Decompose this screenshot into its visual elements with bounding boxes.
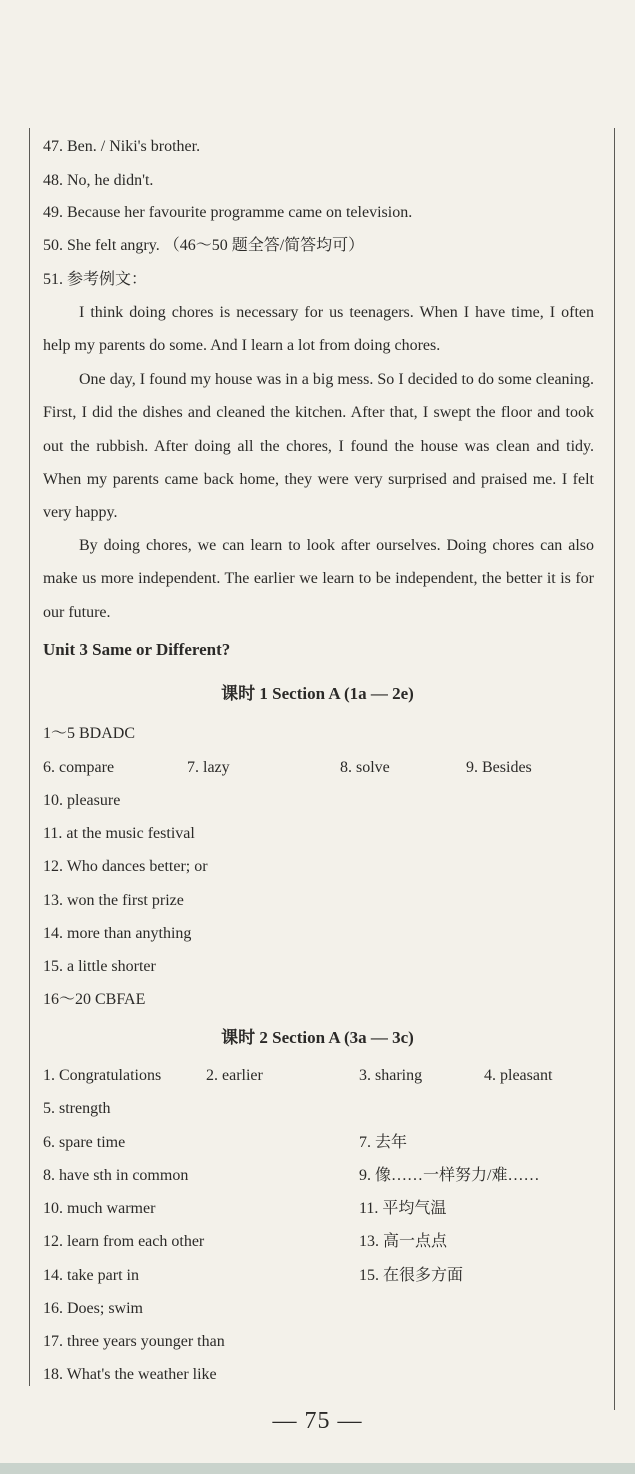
answer-item: 18. What's the weather like	[43, 1366, 217, 1383]
answer-line: 14. more than anything	[43, 925, 192, 942]
left-border-line	[29, 128, 30, 1386]
answer-line: 51. 参考例文：	[43, 271, 148, 288]
answer-line: 10. pleasure	[43, 792, 121, 809]
answer-line: 1～5 BDADC	[43, 725, 136, 742]
answer-line: 16～20 CBFAE	[43, 991, 146, 1008]
answer-item: 11. 平均气温	[359, 1200, 447, 1217]
page-number: — 75 —	[272, 1408, 363, 1434]
answer-item: 12. learn from each other	[43, 1233, 205, 1250]
answer-item: 17. three years younger than	[43, 1333, 225, 1350]
answer-item: 1. Congratulations	[43, 1067, 162, 1084]
answer-item: 8. solve	[340, 759, 390, 776]
answer-item: 2. earlier	[206, 1067, 263, 1084]
unit-title: Unit 3 Same or Different?	[43, 640, 231, 659]
answer-item: 7. lazy	[187, 759, 230, 776]
section-heading: 课时 1 Section A (1a — 2e)	[221, 684, 414, 703]
answer-item: 8. have sth in common	[43, 1167, 189, 1184]
answer-line: 48. No, he didn't.	[43, 172, 154, 189]
answer-item: 5. strength	[43, 1100, 111, 1117]
answer-line: 15. a little shorter	[43, 958, 156, 975]
essay-paragraph: One day, I found my house was in a big mess. So I decided to do some cleaning. First, I did the dishes and cleaned the kitchen. After that, I swept the floor and took out the rubbish. After doing all the chores, I found the house was clean and tidy. When my parents came back home, they were very surprised and praised me. I felt very happy.	[43, 371, 594, 522]
answer-item: 7. 去年	[359, 1134, 408, 1151]
essay-paragraph: I think doing chores is necessary for us teenagers. When I have time, I often help my parents do some. And I learn a lot from doing chores.	[43, 304, 594, 355]
answer-item: 15. 在很多方面	[359, 1267, 464, 1284]
answer-item: 3. sharing	[359, 1067, 423, 1084]
answer-line: 12. Who dances better; or	[43, 858, 208, 875]
answer-line: 50. She felt angry. （46～50 题全答/简答均可）	[43, 237, 365, 254]
answer-line: 11. at the music festival	[43, 825, 195, 842]
answer-item: 14. take part in	[43, 1267, 139, 1284]
section-heading: 课时 2 Section A (3a — 3c)	[221, 1028, 414, 1047]
essay-paragraph: By doing chores, we can learn to look after ourselves. Doing chores can also make us more independent. The earlier we learn to be independent, the better it is for our future.	[43, 537, 594, 621]
answer-item: 10. much warmer	[43, 1200, 156, 1217]
answer-item: 6. spare time	[43, 1134, 126, 1151]
answer-item: 6. compare	[43, 759, 115, 776]
answer-line: 47. Ben. / Niki's brother.	[43, 138, 201, 155]
answer-item: 16. Does; swim	[43, 1300, 143, 1317]
bottom-edge	[0, 1463, 635, 1474]
answer-line: 49. Because her favourite programme came on television.	[43, 204, 413, 221]
answer-item: 9. Besides	[466, 759, 532, 776]
right-border-line	[614, 128, 615, 1410]
answer-item: 13. 高一点点	[359, 1233, 448, 1250]
answer-line: 13. won the first prize	[43, 892, 184, 909]
answer-item: 9. 像……一样努力/难……	[359, 1167, 540, 1184]
answer-item: 4. pleasant	[484, 1067, 553, 1084]
